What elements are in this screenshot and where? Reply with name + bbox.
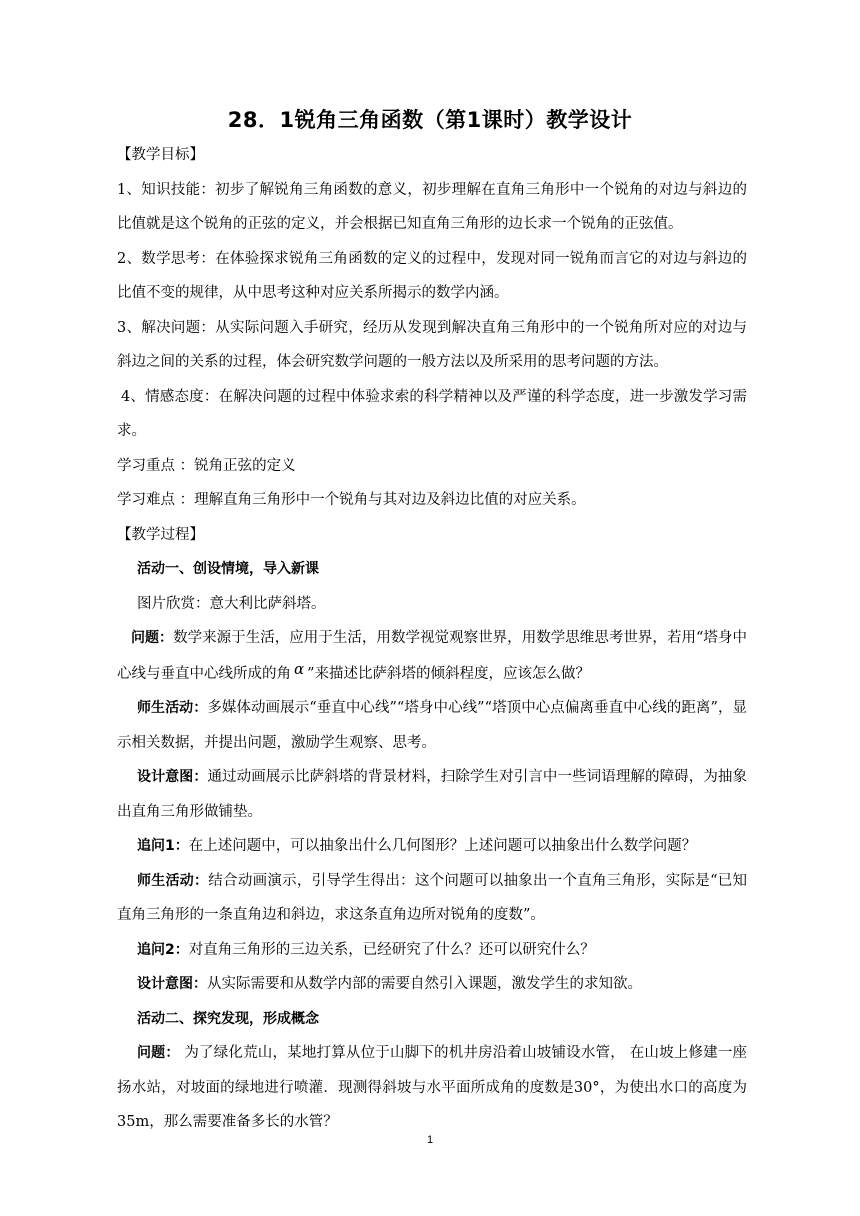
intent2-text: 从实际需要和从数学内部的需要自然引入课题，激发学生的求知欲。 (207, 976, 642, 992)
question-label: 问题： (131, 630, 174, 646)
teacher-student-activity-1 (117, 691, 747, 760)
question-text-a: 数学来源于生活，应用于生活，用数学视觉观察世界，用数学思维思考世界，若用“塔身中心线与垂直中心线所成的角 (117, 630, 747, 682)
design-intent-2 (117, 967, 747, 1002)
followup1-label: 追问1： (137, 838, 189, 854)
followup2-label: 追问2： (137, 941, 189, 958)
ts2-label: 师生活动： (137, 872, 209, 889)
followup-question-1 (117, 829, 747, 864)
intent1-text: 通过动画展示比萨斜塔的背景材料，扫除学生对引言中一些词语理解的障碍，为抽象出直角三角形做铺垫。 (117, 769, 748, 820)
objective-item-4: 4、情感态度：在解决问题的过程中体验求索的科学精神以及严谨的科学态度，进一步激发学习需求。 (117, 388, 747, 439)
activity2-question (117, 1036, 747, 1140)
intent2-label: 设计意图： (137, 976, 207, 992)
ts2-text: 结合动画演示，引导学生得出：这个问题可以抽象出一个直角三角形，实际是“已知直角三角形的一条直角边和斜边，求这条直角边所对锐角的度数”。 (117, 872, 747, 923)
question-text-b: ”来描述比萨斜塔的倾斜程度，应该怎么做？ (307, 665, 591, 682)
activity2-question-text: 为了绿化荒山，某地打算从位于山脚下的机井房沿着山坡铺设水管， 在山坡上修建一座扬水站，对坡面的绿地进行喷灌．现测得斜坡与水平面所成角的度数是30°，为使出水口的高度为35m，那么需要准备多长的水管？ (117, 1045, 748, 1130)
followup-question-2 (117, 933, 747, 968)
process-heading: 【教学过程】 (117, 526, 204, 543)
key-point: 学习重点 ：锐角正弦的定义 (117, 457, 296, 474)
objective-item-1: 1、知识技能：初步了解锐角三角函数的意义，初步理解在直角三角形中一个锐角的对边与斜边的比值就是这个锐角的正弦的定义，并会根据已知直角三角形的边长求一个锐角的正弦值。 (117, 181, 747, 232)
activity1-heading: 活动一、创设情境，导入新课 (137, 561, 319, 577)
alpha-symbol: α (294, 659, 305, 678)
followup1-text: 在上述问题中，可以抽象出什么几何图形？上述问题可以抽象出什么数学问题？ (188, 838, 697, 854)
objective-item-3: 3、解决问题：从实际问题入手研究，经历从发现到解决直角三角形中的一个锐角所对应的对边与斜边之间的关系的过程，体会研究数学问题的一般方法以及所采用的思考问题的方法。 (117, 319, 747, 370)
activity1-picture-text: 图片欣赏：意大利比萨斜塔。 (137, 595, 326, 612)
document-title: 28．1锐角三角函数（第1课时）教学设计 (227, 108, 633, 132)
followup2-text: 对直角三角形的三边关系，已经研究了什么？还可以研究什么？ (188, 941, 595, 958)
activity2-heading: 活动二、探究发现，形成概念 (137, 1010, 319, 1027)
ts1-text: 多媒体动画展示“垂直中心线”“塔身中心线”“塔顶中心点偏离垂直中心线的距离”，显示相关数据，并提出问题，激励学生观察、思考。 (117, 700, 748, 751)
activity2-question-label: 问题： (137, 1045, 180, 1061)
objective-item-2: 2、数学思考：在体验探求锐角三角函数的定义的过程中，发现对同一锐角而言它的对边与斜边的比值不变的规律，从中思考这种对应关系所揭示的数学内涵。 (117, 250, 747, 301)
document-body (117, 138, 747, 1140)
difficulty: 学习难点 ：理解直角三角形中一个锐角与其对边及斜边比值的对应关系。 (117, 492, 586, 508)
objectives-heading: 【教学目标】 (117, 147, 204, 163)
teacher-student-activity-2 (117, 864, 747, 933)
page-number: 1 (426, 1134, 434, 1146)
design-intent-1 (117, 760, 747, 829)
activity1-question (117, 621, 747, 691)
intent1-label: 设计意图： (137, 769, 208, 785)
ts1-label: 师生活动： (137, 700, 208, 716)
